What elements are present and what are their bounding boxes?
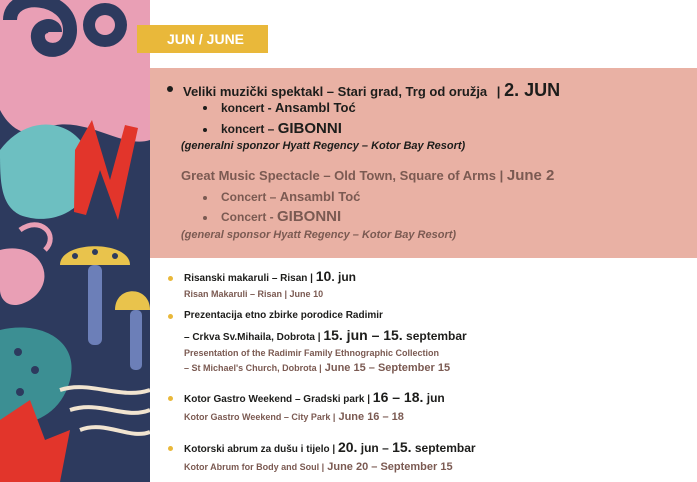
featured-sub-1-prefix: koncert - <box>221 101 272 115</box>
featured-sub-2-prefix: koncert – <box>221 122 275 136</box>
event-1-english: Risan Makaruli – Risan | June 10 <box>184 289 324 299</box>
featured-en-sub-2 <box>221 208 341 225</box>
event-4-english-date: June 20 – September 15 <box>324 461 453 473</box>
featured-en-line <box>181 167 554 184</box>
event-4-english-name: Kotor Abrum for Body and Soul | <box>184 462 325 472</box>
decorative-artwork <box>0 0 150 482</box>
event-2-english-line-2 <box>184 362 450 374</box>
event-3-english <box>184 411 404 423</box>
event-2-english-line-1: Presentation of the Radimir Family Ethnographic Collection <box>184 348 440 358</box>
event-3-name: Kotor Gastro Weekend – Gradski park | <box>184 394 371 405</box>
event-3-date-suffix: jun <box>423 391 445 405</box>
event-2-english-location: – St Michael's Church, Dobrota | <box>184 363 322 373</box>
event-4-date-middle: jun – <box>357 441 393 455</box>
featured-en-sponsor: (general sponsor Hyatt Regency – Kotor Bay Resort) <box>181 229 457 241</box>
featured-en-sub-2-prefix: Concert - <box>221 210 274 224</box>
featured-en-date: June 2 <box>506 167 555 184</box>
featured-sub-1-name: Ansambl Toć <box>275 100 356 115</box>
bullet-icon <box>203 216 207 220</box>
event-2-location: – Crkva Sv.Mihaila, Dobrota | <box>184 332 321 343</box>
event-2-title-line-1: Prezentacija etno zbirke porodice Radimir <box>184 310 383 321</box>
bullet-icon <box>168 396 173 401</box>
event-3-english-date: June 16 – 18 <box>335 411 404 423</box>
featured-separator: | <box>496 84 501 99</box>
event-2-title-line-2 <box>184 327 467 343</box>
event-2-date-suffix: septembar <box>402 329 467 343</box>
event-2-english-date: June 15 – September 15 <box>321 362 451 374</box>
event-1-name: Risanski makaruli – Risan | <box>184 273 313 284</box>
featured-en-separator: | <box>499 168 504 183</box>
bullet-icon <box>203 106 207 110</box>
bullet-icon <box>168 276 173 281</box>
featured-en-sub-2-name: GIBONNI <box>277 208 342 225</box>
event-3-english-name: Kotor Gastro Weekend – City Park | <box>184 412 336 422</box>
featured-sub-2 <box>221 120 342 137</box>
featured-sub-1 <box>221 100 356 115</box>
bullet-icon <box>167 86 173 92</box>
bullet-icon <box>203 196 207 200</box>
event-4-english <box>184 461 453 473</box>
featured-main-line <box>183 80 560 101</box>
event-2-date: 15. jun – 15. <box>323 327 403 343</box>
event-3-date: 16 – 18. <box>372 389 424 405</box>
featured-sub-2-name: GIBONNI <box>277 120 342 137</box>
event-4-date-end-suffix: septembar <box>411 441 476 455</box>
featured-en-sub-1-name: Ansambl Toć <box>279 189 361 204</box>
event-4-name: Kotorski abrum za dušu i tijelo | <box>184 444 336 455</box>
featured-en-sub-1 <box>221 189 360 204</box>
month-label: JUN / JUNE <box>137 25 268 53</box>
featured-date: 2. JUN <box>504 80 561 100</box>
event-4-title <box>184 439 476 455</box>
event-4-date: 20. <box>337 439 358 455</box>
event-4-date-end: 15. <box>392 439 412 455</box>
featured-sponsor: (generalni sponzor Hyatt Regency – Kotor Bay Resort) <box>181 140 466 152</box>
event-3-title <box>184 389 445 405</box>
featured-en-title: Great Music Spectacle – Old Town, Square of Arms <box>181 168 496 183</box>
event-1-date-suffix: . jun <box>331 270 357 284</box>
bullet-icon <box>168 314 173 319</box>
bullet-icon <box>203 128 207 132</box>
event-1-date: 10 <box>315 268 332 284</box>
featured-title: Veliki muzički spektakl – Stari grad, Trg od oružja <box>183 84 488 99</box>
event-1-title <box>184 268 356 284</box>
bullet-icon <box>168 446 173 451</box>
featured-en-sub-1-prefix: Concert – <box>221 190 277 204</box>
